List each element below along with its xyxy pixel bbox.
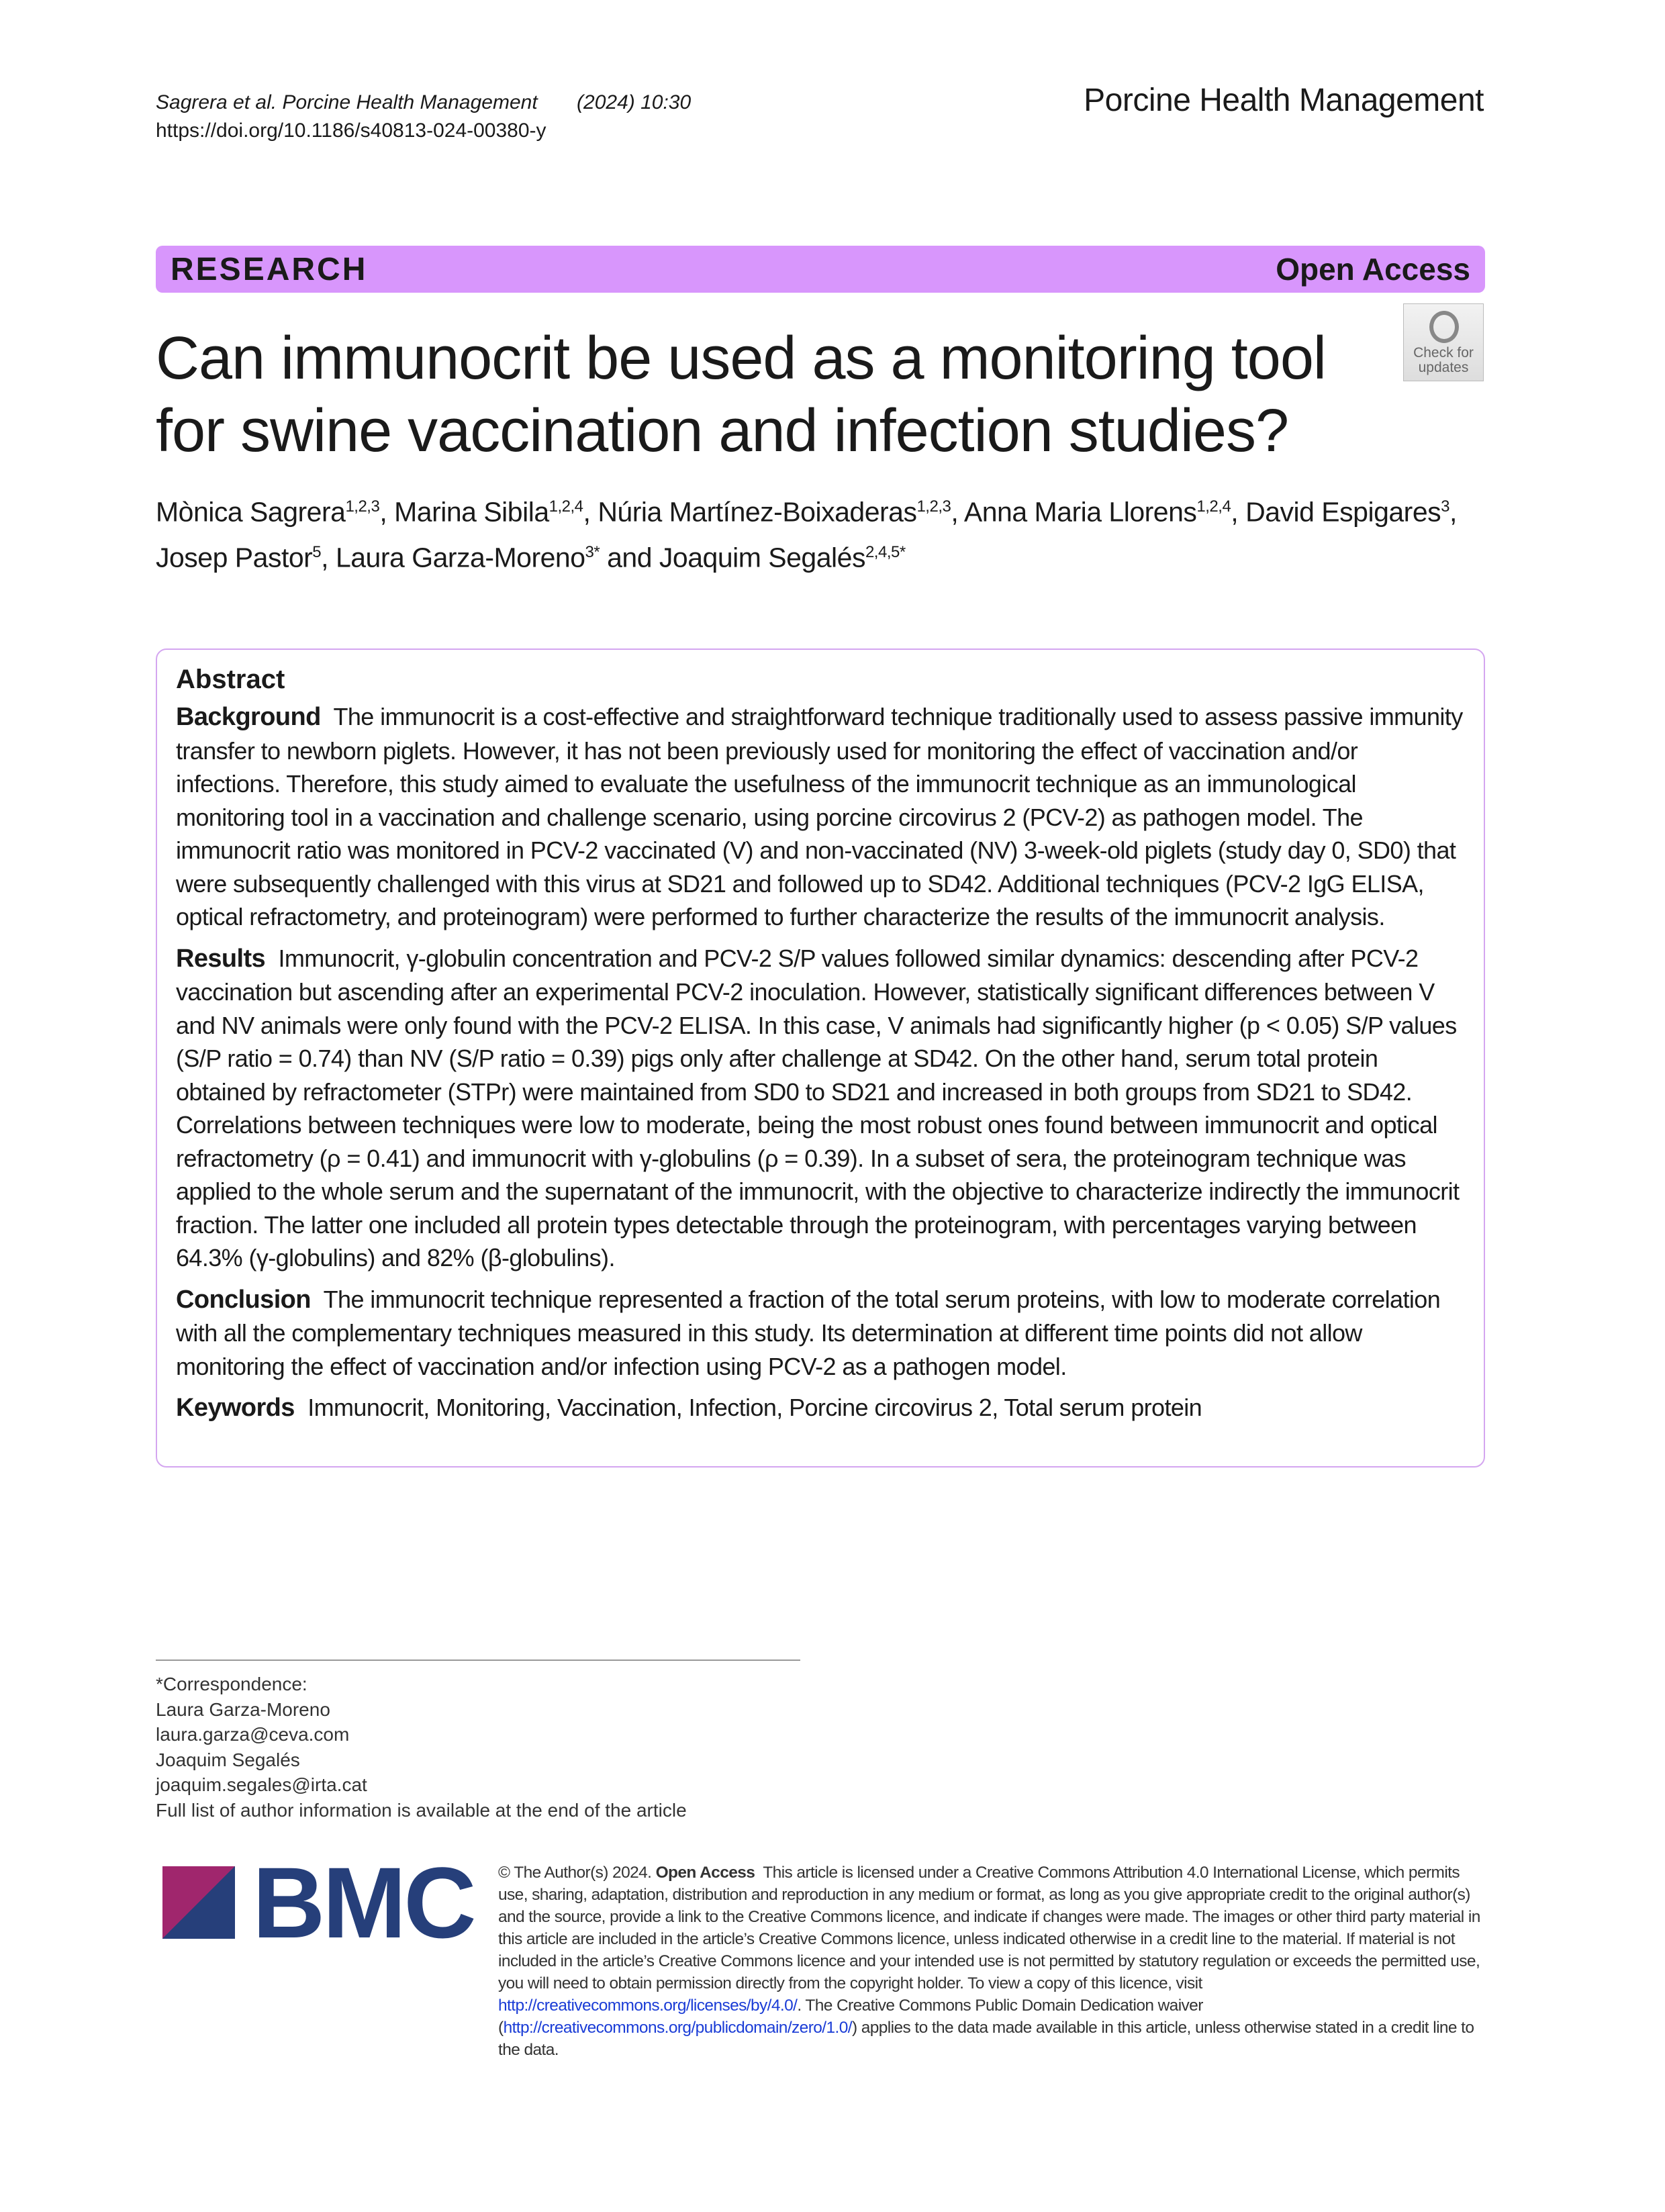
license-text-3: ) applies to the data made available in this article, unless otherwise stated in a credit line to the data.: [498, 2019, 1474, 2059]
author-name[interactable]: Joaquim Segalés: [659, 542, 865, 573]
author-affiliation: 5: [312, 542, 322, 561]
citation-journal: Porcine Health Management: [282, 91, 538, 113]
license-text-2: . The Creative Commons Public Domain Dedication waiver (: [498, 1997, 1203, 2037]
author-affiliation: 1,2,4: [1196, 497, 1231, 516]
cc-by-link[interactable]: http://creativecommons.org/licenses/by/4.0/: [498, 1997, 798, 2015]
correspondence: [156, 1672, 687, 1823]
separator: ,: [1449, 496, 1457, 528]
correspondence-line: *Correspondence:: [156, 1674, 307, 1694]
author-affiliation: 1,2,3: [345, 497, 380, 516]
author-affiliation: 3*: [585, 542, 600, 561]
abstract-section: [176, 1391, 1465, 1425]
correspondence-line: Laura Garza-Moreno: [156, 1698, 330, 1720]
running-header: [156, 89, 691, 145]
citation-year: (2024) 10:30: [577, 91, 692, 113]
article-title: Can immunocrit be used as a monitoring tool for swine vaccination and infection studies?: [156, 325, 1326, 465]
separator: and: [600, 542, 659, 573]
abstract-heading: Abstract: [176, 665, 285, 694]
correspondence-line: Joaquim Segalés: [156, 1749, 300, 1770]
article-type-banner: [156, 246, 1485, 293]
author-name[interactable]: David Espigares: [1245, 496, 1441, 528]
author-name[interactable]: Laura Garza‑Moreno: [335, 542, 585, 573]
separator: ,: [1231, 496, 1246, 528]
separator: ,: [583, 496, 598, 528]
open-access-label: Open Access: [1276, 252, 1470, 287]
correspondence-line[interactable]: laura.garza@ceva.com: [156, 1724, 350, 1745]
bookmark-icon: [1429, 311, 1459, 343]
cc0-link[interactable]: http://creativecommons.org/publicdomain/zero/1.0/: [503, 2019, 852, 2037]
section-label: Results: [176, 944, 266, 973]
author-name[interactable]: Anna Maria Llorens: [963, 496, 1197, 528]
author-affiliation: 1,2,4: [549, 497, 583, 516]
license-open-access: Open Access: [655, 1864, 755, 1882]
abstract-section: [176, 942, 1465, 1275]
separator: ,: [951, 496, 964, 528]
license-statement: [498, 1862, 1492, 2061]
section-text: The immunocrit is a cost-effective and straightforward technique traditionally used to assess passive immunity transfer to newborn piglets. However, it has not been previously used for monitoring the effect of vaccination and/or infections. Therefore, this study aimed to evaluate the usefulness of the immunocrit technique as an immunological monitoring tool in a vaccination and challenge scenario, using porcine circovirus 2 (PCV-2) as pathogen model. The immunocrit ratio was monitored in PCV-2 vaccinated (V) and non-vaccinated (NV) 3-week-old piglets (study day 0, SD0) that were subsequently challenged with this virus at SD21 and followed up to SD42. Additional techniques (PCV-2 IgG ELISA, optical refractometry, and proteinogram) were performed to further characterize the results of the immunocrit analysis.: [176, 703, 1463, 930]
author-name[interactable]: Marina Sibila: [394, 496, 549, 528]
section-label: Background: [176, 703, 321, 731]
abstract-section: [176, 1283, 1465, 1384]
author-name[interactable]: Núria Martínez‑Boixaderas: [598, 496, 917, 528]
abstract-box: [156, 648, 1485, 1468]
section-text: Immunocrit, γ-globulin concentration and PCV-2 S/P values followed similar dynamics: descending after PCV-2 vaccination but ascending after an experimental PCV-2 inoculation. However, statistically significant differences between V and NV animals were only found with the PCV-2 ELISA. In this case, V animals had significantly higher (p < 0.05) S/P values (S/P ratio = 0.74) than NV (S/P ratio = 0.39) pigs only after challenge at SD42. On the other hand, serum total protein obtained by refractometer (STPr) were maintained from SD0 to SD21 and increased in both groups from SD21 to SD42. Correlations between techniques were low to moderate, being the most robust ones found between immunocrit and optical refractometry (ρ = 0.41) and immunocrit with γ-globulins (ρ = 0.39). In a subset of sera, the proteinogram technique was applied to the whole serum and the supernatant of the immunocrit, with the objective to characterize indirectly the immunocrit fraction. The latter one included all protein types detectable through the proteinogram, with percentages varying between 64.3% (γ-globulins) and 82% (β-globulins).: [176, 944, 1460, 1271]
doi-link[interactable]: https://doi.org/10.1186/s40813-024-00380-y: [156, 119, 546, 142]
author-affiliation: 1,2,3: [916, 497, 951, 516]
abstract-section: [176, 700, 1465, 934]
author-affiliation: 2,4,5*: [865, 542, 906, 561]
author-name[interactable]: Josep Pastor: [156, 542, 313, 573]
author-affiliation: 3: [1441, 497, 1449, 516]
article-type: RESEARCH: [171, 251, 368, 287]
author-name[interactable]: Mònica Sagrera: [156, 496, 346, 528]
separator: ,: [321, 542, 336, 573]
journal-name: Porcine Health Management: [1084, 83, 1484, 118]
correspondence-line: Full list of author information is available at the end of the article: [156, 1799, 687, 1821]
section-text: The immunocrit technique represented a fraction of the total serum proteins, with low to moderate correlation with all the complementary techniques measured in this study. Its determination at different time points did not allow monitoring the effect of vaccination and/or infection using PCV-2 as a pathogen model.: [176, 1285, 1441, 1380]
check-for-updates-button[interactable]: [1403, 303, 1484, 381]
bmc-logo-text: BMC: [252, 1846, 474, 1959]
bmc-logo: [162, 1846, 474, 1959]
author-list: [156, 487, 1492, 577]
check-updates-label: Check for updates: [1413, 345, 1474, 375]
separator: ,: [379, 496, 395, 528]
citation-authors: Sagrera et al.: [156, 91, 277, 113]
section-label: Keywords: [176, 1394, 295, 1422]
correspondence-line[interactable]: joaquim.segales@irta.cat: [156, 1774, 367, 1795]
section-text: Immunocrit, Monitoring, Vaccination, Infection, Porcine circovirus 2, Total serum protein: [307, 1394, 1202, 1421]
footnote-divider: [156, 1660, 800, 1661]
section-label: Conclusion: [176, 1285, 311, 1314]
license-text: This article is licensed under a Creative Commons Attribution 4.0 International License, which permits use, sharing, adaptation, distribution and reproduction in any medium or format, as long as you give appropriate credit to the original author(s) and the source, provide a link to the Creative Commons licence, and indicate if changes were made. The images or other third party material in this article are included in the article’s Creative Commons licence, unless indicated otherwise in a credit line to the material. If material is not included in the article’s Creative Commons licence and your intended use is not permitted by statutory regulation or exceeds the permitted use, you will need to obtain permission directly from the copyright holder. To view a copy of this licence, visit: [498, 1864, 1480, 1992]
bmc-logo-mark: [162, 1866, 235, 1939]
copyright: © The Author(s) 2024.: [498, 1864, 652, 1882]
